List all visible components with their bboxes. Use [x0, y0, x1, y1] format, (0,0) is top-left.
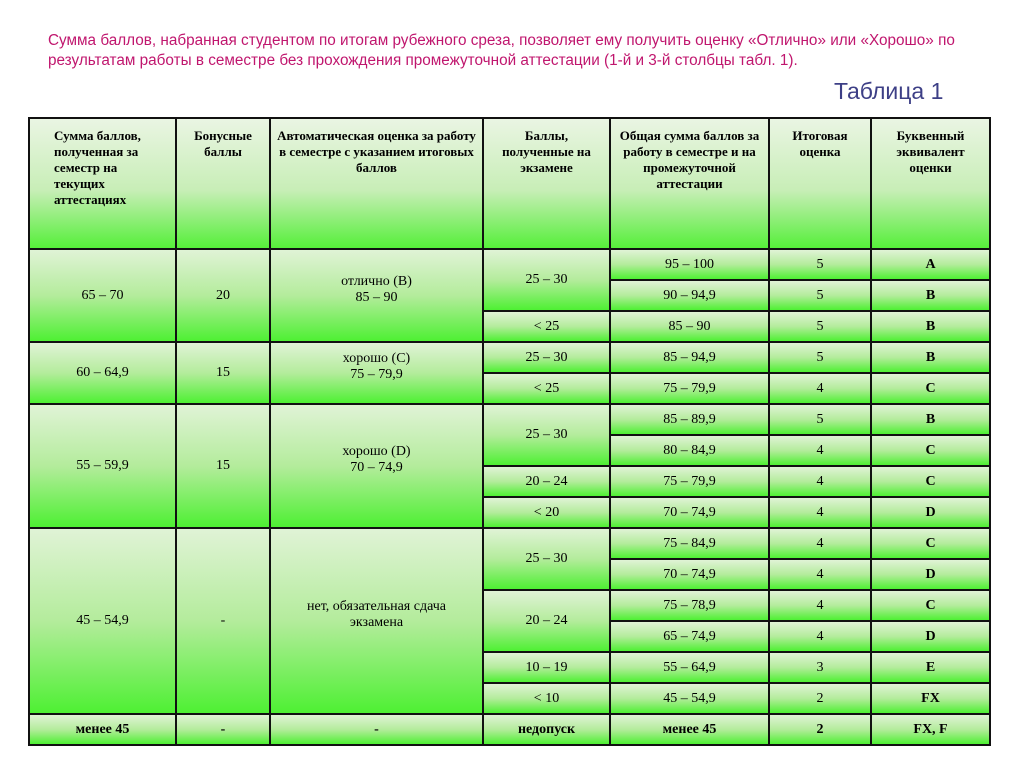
exam-score-cell: < 20	[483, 497, 610, 528]
final-grade-cell: 2	[769, 683, 871, 714]
total-cell: 75 – 79,9	[610, 466, 769, 497]
auto-grade-label: отлично (B)	[341, 273, 412, 289]
total-cell: 85 – 90	[610, 311, 769, 342]
sum-cell: менее 45	[29, 714, 176, 745]
final-grade-cell: 4	[769, 559, 871, 590]
total-cell: 95 – 100	[610, 249, 769, 280]
letter-cell: FX	[871, 683, 990, 714]
letter-cell: C	[871, 528, 990, 559]
bonus-cell: 20	[176, 249, 270, 342]
exam-score-cell: 25 – 30	[483, 404, 610, 466]
final-grade-cell: 4	[769, 590, 871, 621]
final-grade-cell: 4	[769, 528, 871, 559]
total-cell: 90 – 94,9	[610, 280, 769, 311]
exam-score-cell: 25 – 30	[483, 249, 610, 311]
final-grade-cell: 4	[769, 497, 871, 528]
bonus-cell: 15	[176, 404, 270, 528]
auto-grade-points: 70 – 74,9	[350, 460, 403, 475]
auto-grade-label: хорошо (D)	[342, 444, 411, 459]
final-grade-cell: 4	[769, 435, 871, 466]
letter-cell: D	[871, 621, 990, 652]
total-cell: 75 – 84,9	[610, 528, 769, 559]
total-cell: 55 – 64,9	[610, 652, 769, 683]
auto-grade-cell	[270, 342, 483, 404]
final-grade-cell: 5	[769, 280, 871, 311]
exam-score-cell: 10 – 19	[483, 652, 610, 683]
intro-text: Сумма баллов, набранная студентом по итогам рубежного среза, позволяет ему получить оценку «Отлично» или «Хорошо» по результатам работы в семестре без прохождения промежуточной аттестации (1-й и 3-й столбцы табл. 1).	[48, 32, 955, 69]
final-grade-cell: 3	[769, 652, 871, 683]
table-row	[29, 404, 990, 435]
auto-grade-cell	[270, 249, 483, 342]
auto-grade-label: хорошо (C)	[342, 351, 411, 366]
auto-grade-text	[275, 444, 478, 476]
letter-cell: C	[871, 590, 990, 621]
exam-score-cell: < 25	[483, 311, 610, 342]
exam-score-cell: 20 – 24	[483, 590, 610, 652]
exam-score-cell: 25 – 30	[483, 342, 610, 373]
letter-cell: D	[871, 497, 990, 528]
letter-cell: B	[871, 404, 990, 435]
header-total: Общая сумма баллов за работу в семестре и на промежуточной аттестации	[610, 118, 769, 249]
header-exam: Баллы, полученные на экзамене	[483, 118, 610, 249]
total-cell: 45 – 54,9	[610, 683, 769, 714]
total-cell: 75 – 78,9	[610, 590, 769, 621]
total-cell: 70 – 74,9	[610, 497, 769, 528]
auto-grade-points: экзамена	[349, 615, 404, 630]
exam-score-cell: недопуск	[483, 714, 610, 745]
exam-score-cell: 20 – 24	[483, 466, 610, 497]
header-bonus: Бонусные баллы	[176, 118, 270, 249]
header-row	[29, 118, 990, 249]
final-grade-cell: 4	[769, 621, 871, 652]
table-row	[29, 342, 990, 373]
header-auto: Автоматическая оценка за работу в семестре с указанием итоговых баллов	[270, 118, 483, 249]
final-grade-cell: 5	[769, 311, 871, 342]
final-grade-cell: 5	[769, 404, 871, 435]
bonus-cell: 15	[176, 342, 270, 404]
auto-grade-text	[275, 599, 478, 631]
final-grade-cell: 4	[769, 373, 871, 404]
table-row	[29, 714, 990, 745]
auto-grade-cell	[270, 528, 483, 714]
final-grade-cell: 2	[769, 714, 871, 745]
letter-cell: E	[871, 652, 990, 683]
table-row	[29, 249, 990, 280]
total-cell: 65 – 74,9	[610, 621, 769, 652]
auto-grade-text	[275, 274, 478, 306]
total-cell: менее 45	[610, 714, 769, 745]
final-grade-cell: 5	[769, 342, 871, 373]
final-grade-cell: 5	[769, 249, 871, 280]
total-cell: 85 – 94,9	[610, 342, 769, 373]
letter-cell: B	[871, 311, 990, 342]
final-grade-cell: 4	[769, 466, 871, 497]
letter-cell: B	[871, 342, 990, 373]
bonus-cell: -	[176, 528, 270, 714]
letter-cell: C	[871, 435, 990, 466]
sum-cell: 65 – 70	[29, 249, 176, 342]
total-cell: 70 – 74,9	[610, 559, 769, 590]
auto-grade-cell	[270, 404, 483, 528]
bonus-cell: -	[176, 714, 270, 745]
exam-score-cell: 25 – 30	[483, 528, 610, 590]
letter-cell: A	[871, 249, 990, 280]
sum-cell: 45 – 54,9	[29, 528, 176, 714]
table-title: Таблица 1	[834, 78, 944, 104]
letter-cell: D	[871, 559, 990, 590]
total-cell: 85 – 89,9	[610, 404, 769, 435]
letter-cell: B	[871, 280, 990, 311]
letter-cell: FX, F	[871, 714, 990, 745]
table-row	[29, 528, 990, 559]
letter-cell: C	[871, 373, 990, 404]
sum-cell: 55 – 59,9	[29, 404, 176, 528]
exam-score-cell: < 10	[483, 683, 610, 714]
header-letter: Буквенный эквивалент оценки	[871, 118, 990, 249]
auto-grade-points: 75 – 79,9	[350, 367, 403, 382]
auto-grade-cell: -	[270, 714, 483, 745]
header-final: Итоговая оценка	[769, 118, 871, 249]
auto-grade-text	[275, 351, 478, 383]
letter-cell: C	[871, 466, 990, 497]
total-cell: 80 – 84,9	[610, 435, 769, 466]
header-sum: Сумма баллов, полученная за семестр на текущих аттестациях	[29, 118, 176, 249]
total-cell: 75 – 79,9	[610, 373, 769, 404]
exam-score-cell: < 25	[483, 373, 610, 404]
auto-grade-points: 85 – 90	[355, 289, 398, 305]
sum-cell: 60 – 64,9	[29, 342, 176, 404]
auto-grade-label: нет, обязательная сдача	[307, 599, 446, 614]
grades-table	[28, 117, 991, 746]
